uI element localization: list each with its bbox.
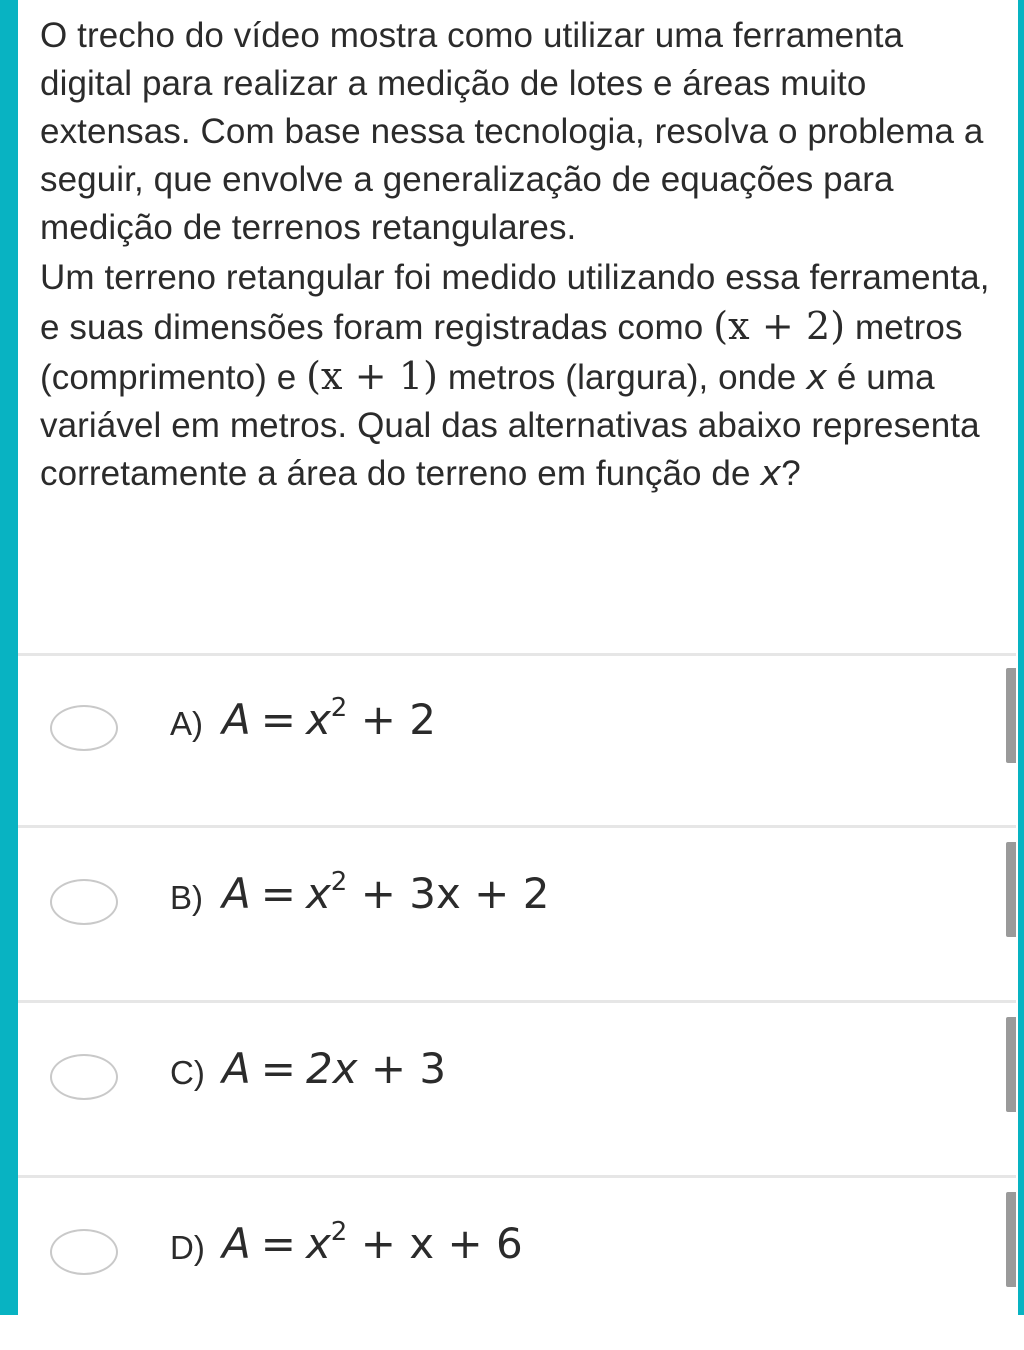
formula-equals: =: [260, 695, 296, 744]
option-letter: A): [170, 705, 203, 742]
formula-rest: + 3: [370, 1044, 447, 1093]
formula-term: 2x: [305, 1044, 358, 1093]
option-formula: [222, 866, 549, 922]
formula-exponent: 2: [330, 1217, 348, 1247]
option-formula: [222, 1216, 523, 1272]
variable-x: x: [806, 358, 828, 398]
option-side-marker: [1006, 1192, 1016, 1287]
question-text-part: Um terreno retangular foi medido utilizando essa ferramenta, e suas dimensões foram registradas como: [40, 258, 990, 347]
formula-exponent: 2: [330, 867, 348, 897]
option-letter: B): [170, 879, 203, 916]
option-side-marker: [1006, 668, 1016, 763]
question-text-part: é uma variável em metros. Qual das alternativas abaixo representa corretamente a área do terreno em função de: [40, 358, 980, 493]
radio-option-d[interactable]: [50, 1229, 118, 1275]
width-expression: (x + 1): [306, 354, 439, 398]
formula-lhs: A: [222, 695, 251, 744]
formula-lhs: A: [222, 1044, 251, 1093]
length-expression: (x + 2): [713, 304, 846, 348]
option-side-marker: [1006, 1017, 1016, 1112]
question-text-part: metros (largura), onde: [438, 358, 807, 397]
formula-rest: + 2: [360, 695, 436, 744]
formula-equals: =: [260, 1219, 296, 1268]
formula-lhs: A: [222, 869, 251, 918]
option-b[interactable]: [18, 830, 1016, 1000]
formula-rest: + x + 6: [360, 1219, 523, 1268]
option-letter: D): [170, 1229, 205, 1266]
option-formula: [222, 1041, 446, 1097]
divider: [18, 1000, 1016, 1003]
radio-option-a[interactable]: [50, 705, 118, 751]
option-formula: [222, 692, 436, 748]
formula-term: x: [305, 1219, 331, 1268]
formula-term: x: [305, 695, 331, 744]
question-text: [40, 12, 1000, 498]
option-d[interactable]: [18, 1180, 1016, 1350]
formula-term: x: [305, 869, 331, 918]
option-side-marker: [1006, 842, 1016, 937]
radio-option-b[interactable]: [50, 879, 118, 925]
option-c[interactable]: [18, 1005, 1016, 1175]
formula-exponent: 2: [330, 693, 348, 723]
question-paragraph-2: [40, 254, 1000, 498]
formula-rest: + 3x + 2: [360, 869, 550, 918]
option-letter: C): [170, 1054, 205, 1091]
formula-equals: =: [260, 869, 296, 918]
accent-bar-right: [1018, 0, 1024, 1315]
formula-lhs: A: [222, 1219, 251, 1268]
formula-equals: =: [260, 1044, 296, 1093]
divider: [18, 825, 1016, 828]
question-paragraph-1: O trecho do vídeo mostra como utilizar uma ferramenta digital para realizar a medição de lotes e áreas muito extensas. Com base nessa tecnologia, resolva o problema a seguir, que envolve a generalização de equações para medição de terrenos retangulares.: [40, 16, 984, 247]
option-a[interactable]: [18, 656, 1016, 826]
variable-x: x: [760, 454, 782, 494]
accent-bar-left: [0, 0, 18, 1315]
question-text-part: metros (comprimento) e: [40, 308, 963, 397]
divider: [18, 1175, 1016, 1178]
radio-option-c[interactable]: [50, 1054, 118, 1100]
question-text-part: ?: [781, 454, 801, 493]
